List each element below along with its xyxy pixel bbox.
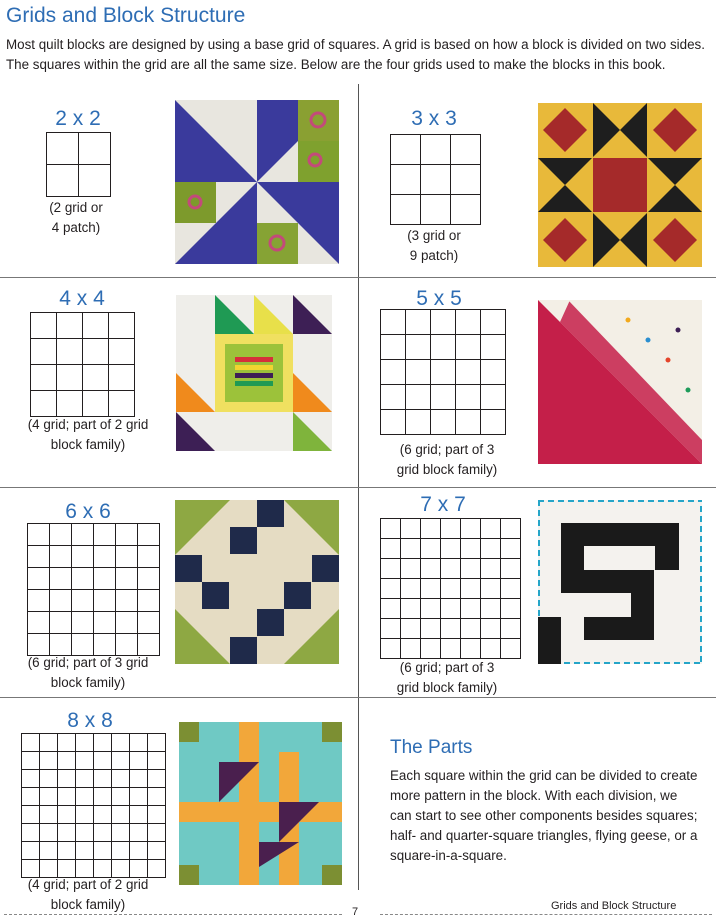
grid-cell: [72, 612, 94, 634]
grid-cell: [381, 639, 401, 659]
grid-cell: [401, 599, 421, 619]
grid-cell: [28, 524, 50, 546]
parts-paragraph: Each square within the grid can be divided to create more pattern in the block. With each division, we can start to see other components besides squares; half- and quarter-square triangles, flying geese, or a square-in-a-square.: [390, 768, 698, 863]
grid-cell: [112, 824, 130, 842]
grid-cell: [456, 410, 481, 435]
grid-cell: [381, 579, 401, 599]
grid-cell: [130, 824, 148, 842]
green-navy-quilt-block-image: [175, 500, 339, 664]
grid-cell: [112, 752, 130, 770]
grid-cell: [76, 824, 94, 842]
page-title: Grids and Block Structure: [6, 4, 246, 27]
grid-cell: [481, 360, 506, 385]
grid-cell: [481, 579, 501, 599]
grid-cell: [431, 410, 456, 435]
grid-cell: [421, 195, 451, 225]
pinwheel-quilt-block-image: [175, 100, 339, 264]
grid-cell: [138, 612, 160, 634]
grid-cell: [421, 559, 441, 579]
grid-cell: [461, 559, 481, 579]
teal-orange-quilt-block-image: [179, 722, 342, 885]
running-footer: Grids and Block Structure: [551, 900, 677, 912]
grid-cell: [47, 165, 79, 197]
grid-cell: [441, 639, 461, 659]
grid-cell: [22, 824, 40, 842]
grid-cell: [381, 410, 406, 435]
grid-cell: [58, 734, 76, 752]
grid-cell: [94, 770, 112, 788]
grid-diagram-7x7: [380, 518, 521, 659]
grid-cell: [28, 612, 50, 634]
grid-cell: [401, 619, 421, 639]
grid-cell: [22, 806, 40, 824]
grid-cell: [481, 639, 501, 659]
grid-cell: [83, 339, 109, 365]
grid-cell: [58, 752, 76, 770]
grid-cell: [94, 824, 112, 842]
grid-cell: [76, 788, 94, 806]
grid-cell: [421, 539, 441, 559]
grid-cell: [28, 590, 50, 612]
grid-cell: [112, 806, 130, 824]
grid-cell: [130, 770, 148, 788]
grid-cell: [109, 339, 135, 365]
grid-cell: [76, 842, 94, 860]
grid-cell: [461, 639, 481, 659]
grid-cell: [94, 612, 116, 634]
grid-cell: [57, 313, 83, 339]
grid-cell: [431, 360, 456, 385]
grid-cell: [456, 385, 481, 410]
grid-cell: [401, 559, 421, 579]
grid-label-7x7: 7 x 7: [420, 493, 466, 516]
grid-cell: [501, 519, 521, 539]
grid-cell: [421, 639, 441, 659]
flying-geese-quilt-block-image: [176, 295, 332, 451]
grid-cell: [461, 519, 481, 539]
grid-cell: [461, 579, 481, 599]
grid-cell: [451, 165, 481, 195]
grid-cell: [456, 310, 481, 335]
grid-cell: [79, 133, 111, 165]
grid-caption-2x2: (2 grid or 4 patch): [49, 200, 103, 235]
page-number: 7: [352, 906, 359, 918]
grid-caption-8x8: (4 grid; part of 2 grid block family): [27, 877, 149, 912]
grid-cell: [40, 788, 58, 806]
grid-diagram-4x4: [30, 312, 135, 417]
grid-label-4x4: 4 x 4: [59, 287, 105, 310]
intro-paragraph: Most quilt blocks are designed by using a base grid of squares. A grid is based on how a block is divided on two sides. The squares within the grid are all the same size. Below are the four grids used to make the blocks in this book.: [6, 37, 705, 72]
grid-cell: [50, 546, 72, 568]
grid-cell: [47, 133, 79, 165]
grid-cell: [501, 619, 521, 639]
grid-cell: [57, 339, 83, 365]
grid-cell: [401, 639, 421, 659]
grid-label-3x3: 3 x 3: [411, 107, 457, 130]
grid-cell: [40, 824, 58, 842]
grid-cell: [72, 568, 94, 590]
grid-cell: [501, 559, 521, 579]
grid-cell: [112, 770, 130, 788]
grid-cell: [94, 806, 112, 824]
grid-cell: [112, 842, 130, 860]
grid-cell: [148, 752, 166, 770]
grid-diagram-2x2: [46, 132, 111, 197]
grid-cell: [406, 360, 431, 385]
grid-cell: [94, 788, 112, 806]
grid-cell: [112, 734, 130, 752]
grid-cell: [50, 524, 72, 546]
grid-cell: [76, 770, 94, 788]
grid-label-8x8: 8 x 8: [67, 709, 113, 732]
footer-rule: [380, 914, 712, 915]
grid-cell: [451, 135, 481, 165]
grid-cell: [391, 135, 421, 165]
grid-cell: [83, 313, 109, 339]
parts-heading: The Parts: [390, 737, 473, 758]
grid-cell: [116, 524, 138, 546]
grid-cell: [57, 365, 83, 391]
grid-cell: [76, 734, 94, 752]
grid-caption-3x3: (3 grid or 9 patch): [407, 228, 461, 263]
grid-cell: [40, 842, 58, 860]
grid-cell: [76, 752, 94, 770]
grid-cell: [501, 639, 521, 659]
grid-cell: [116, 546, 138, 568]
grid-label-2x2: 2 x 2: [55, 107, 101, 130]
grid-cell: [421, 135, 451, 165]
grid-cell: [148, 806, 166, 824]
grid-cell: [381, 619, 401, 639]
grid-cell: [94, 568, 116, 590]
grid-cell: [456, 335, 481, 360]
grid-cell: [501, 599, 521, 619]
grid-cell: [401, 539, 421, 559]
grid-cell: [116, 590, 138, 612]
grid-cell: [406, 335, 431, 360]
grid-cell: [94, 734, 112, 752]
grid-cell: [130, 788, 148, 806]
grid-cell: [381, 559, 401, 579]
black-maze-quilt-block-image: [538, 500, 702, 664]
grid-cell: [381, 519, 401, 539]
grid-cell: [451, 195, 481, 225]
grid-cell: [421, 165, 451, 195]
grid-cell: [501, 539, 521, 559]
grid-cell: [76, 806, 94, 824]
grid-cell: [441, 619, 461, 639]
row-divider: [0, 277, 716, 278]
grid-caption-7x7: (6 grid; part of 3 grid block family): [396, 660, 498, 695]
grid-cell: [116, 568, 138, 590]
grid-cell: [381, 539, 401, 559]
grid-cell: [381, 360, 406, 385]
row-divider: [0, 487, 716, 488]
grid-cell: [22, 734, 40, 752]
grid-cell: [50, 568, 72, 590]
grid-cell: [421, 599, 441, 619]
grid-cell: [58, 824, 76, 842]
grid-diagram-8x8: [21, 733, 166, 878]
grid-cell: [401, 519, 421, 539]
grid-cell: [72, 524, 94, 546]
grid-cell: [406, 385, 431, 410]
grid-cell: [138, 546, 160, 568]
grid-cell: [481, 385, 506, 410]
grid-cell: [431, 310, 456, 335]
grid-diagram-3x3: [390, 134, 481, 225]
grid-cell: [94, 524, 116, 546]
grid-cell: [58, 788, 76, 806]
grid-cell: [28, 568, 50, 590]
grid-cell: [481, 559, 501, 579]
grid-cell: [130, 842, 148, 860]
grid-cell: [481, 619, 501, 639]
grid-cell: [22, 788, 40, 806]
grid-cell: [421, 619, 441, 639]
grid-cell: [72, 546, 94, 568]
star-quilt-block-image: [538, 103, 702, 267]
grid-cell: [391, 195, 421, 225]
grid-cell: [22, 842, 40, 860]
half-square-triangle-quilt-block-image: [538, 300, 702, 464]
grid-caption-4x4: (4 grid; part of 2 grid block family): [27, 417, 149, 452]
grid-cell: [481, 310, 506, 335]
grid-cell: [148, 824, 166, 842]
grid-cell: [381, 599, 401, 619]
grid-cell: [406, 410, 431, 435]
grid-cell: [130, 752, 148, 770]
grid-cell: [461, 619, 481, 639]
grid-cell: [138, 568, 160, 590]
grid-cell: [431, 385, 456, 410]
grid-cell: [58, 842, 76, 860]
grid-caption-5x5: (6 grid; part of 3 grid block family): [396, 442, 498, 477]
grid-cell: [148, 842, 166, 860]
grid-cell: [441, 579, 461, 599]
grid-cell: [456, 360, 481, 385]
grid-diagram-5x5: [380, 309, 506, 435]
grid-cell: [441, 559, 461, 579]
grid-cell: [421, 519, 441, 539]
grid-caption-6x6: (6 grid; part of 3 grid block family): [27, 655, 149, 690]
grid-cell: [461, 599, 481, 619]
grid-cell: [130, 806, 148, 824]
grid-cell: [481, 519, 501, 539]
grid-cell: [441, 599, 461, 619]
grid-cell: [28, 546, 50, 568]
grid-cell: [58, 806, 76, 824]
grid-cell: [391, 165, 421, 195]
grid-cell: [83, 365, 109, 391]
grid-label-5x5: 5 x 5: [416, 287, 462, 310]
grid-cell: [40, 734, 58, 752]
grid-cell: [94, 752, 112, 770]
grid-cell: [50, 612, 72, 634]
grid-diagram-6x6: [27, 523, 160, 656]
grid-cell: [138, 590, 160, 612]
grid-cell: [481, 410, 506, 435]
grid-cell: [138, 524, 160, 546]
grid-cell: [481, 599, 501, 619]
grid-cell: [501, 579, 521, 599]
grid-cell: [31, 365, 57, 391]
grid-cell: [431, 335, 456, 360]
grid-cell: [441, 519, 461, 539]
grid-cell: [94, 590, 116, 612]
grid-cell: [381, 335, 406, 360]
grid-cell: [79, 165, 111, 197]
grid-cell: [83, 391, 109, 417]
grid-cell: [441, 539, 461, 559]
grid-cell: [148, 770, 166, 788]
row-divider: [0, 697, 716, 698]
grid-cell: [22, 752, 40, 770]
grid-cell: [31, 391, 57, 417]
grid-cell: [109, 391, 135, 417]
grid-cell: [31, 313, 57, 339]
grid-cell: [401, 579, 421, 599]
grid-cell: [481, 335, 506, 360]
grid-cell: [40, 806, 58, 824]
grid-cell: [31, 339, 57, 365]
grid-cell: [50, 590, 72, 612]
grid-cell: [22, 770, 40, 788]
grid-cell: [72, 590, 94, 612]
grid-cell: [94, 842, 112, 860]
grid-label-6x6: 6 x 6: [65, 500, 111, 523]
grid-cell: [148, 788, 166, 806]
grid-cell: [421, 579, 441, 599]
grid-cell: [58, 770, 76, 788]
grid-cell: [148, 734, 166, 752]
grid-cell: [109, 313, 135, 339]
grid-cell: [116, 612, 138, 634]
grid-cell: [94, 546, 116, 568]
grid-cell: [481, 539, 501, 559]
grid-cell: [40, 770, 58, 788]
grid-cell: [109, 365, 135, 391]
grid-cell: [406, 310, 431, 335]
grid-cell: [381, 385, 406, 410]
grid-cell: [461, 539, 481, 559]
footer-rule: [4, 914, 342, 915]
grid-cell: [381, 310, 406, 335]
grid-cell: [130, 734, 148, 752]
grid-cell: [57, 391, 83, 417]
grid-cell: [112, 788, 130, 806]
grid-cell: [40, 752, 58, 770]
